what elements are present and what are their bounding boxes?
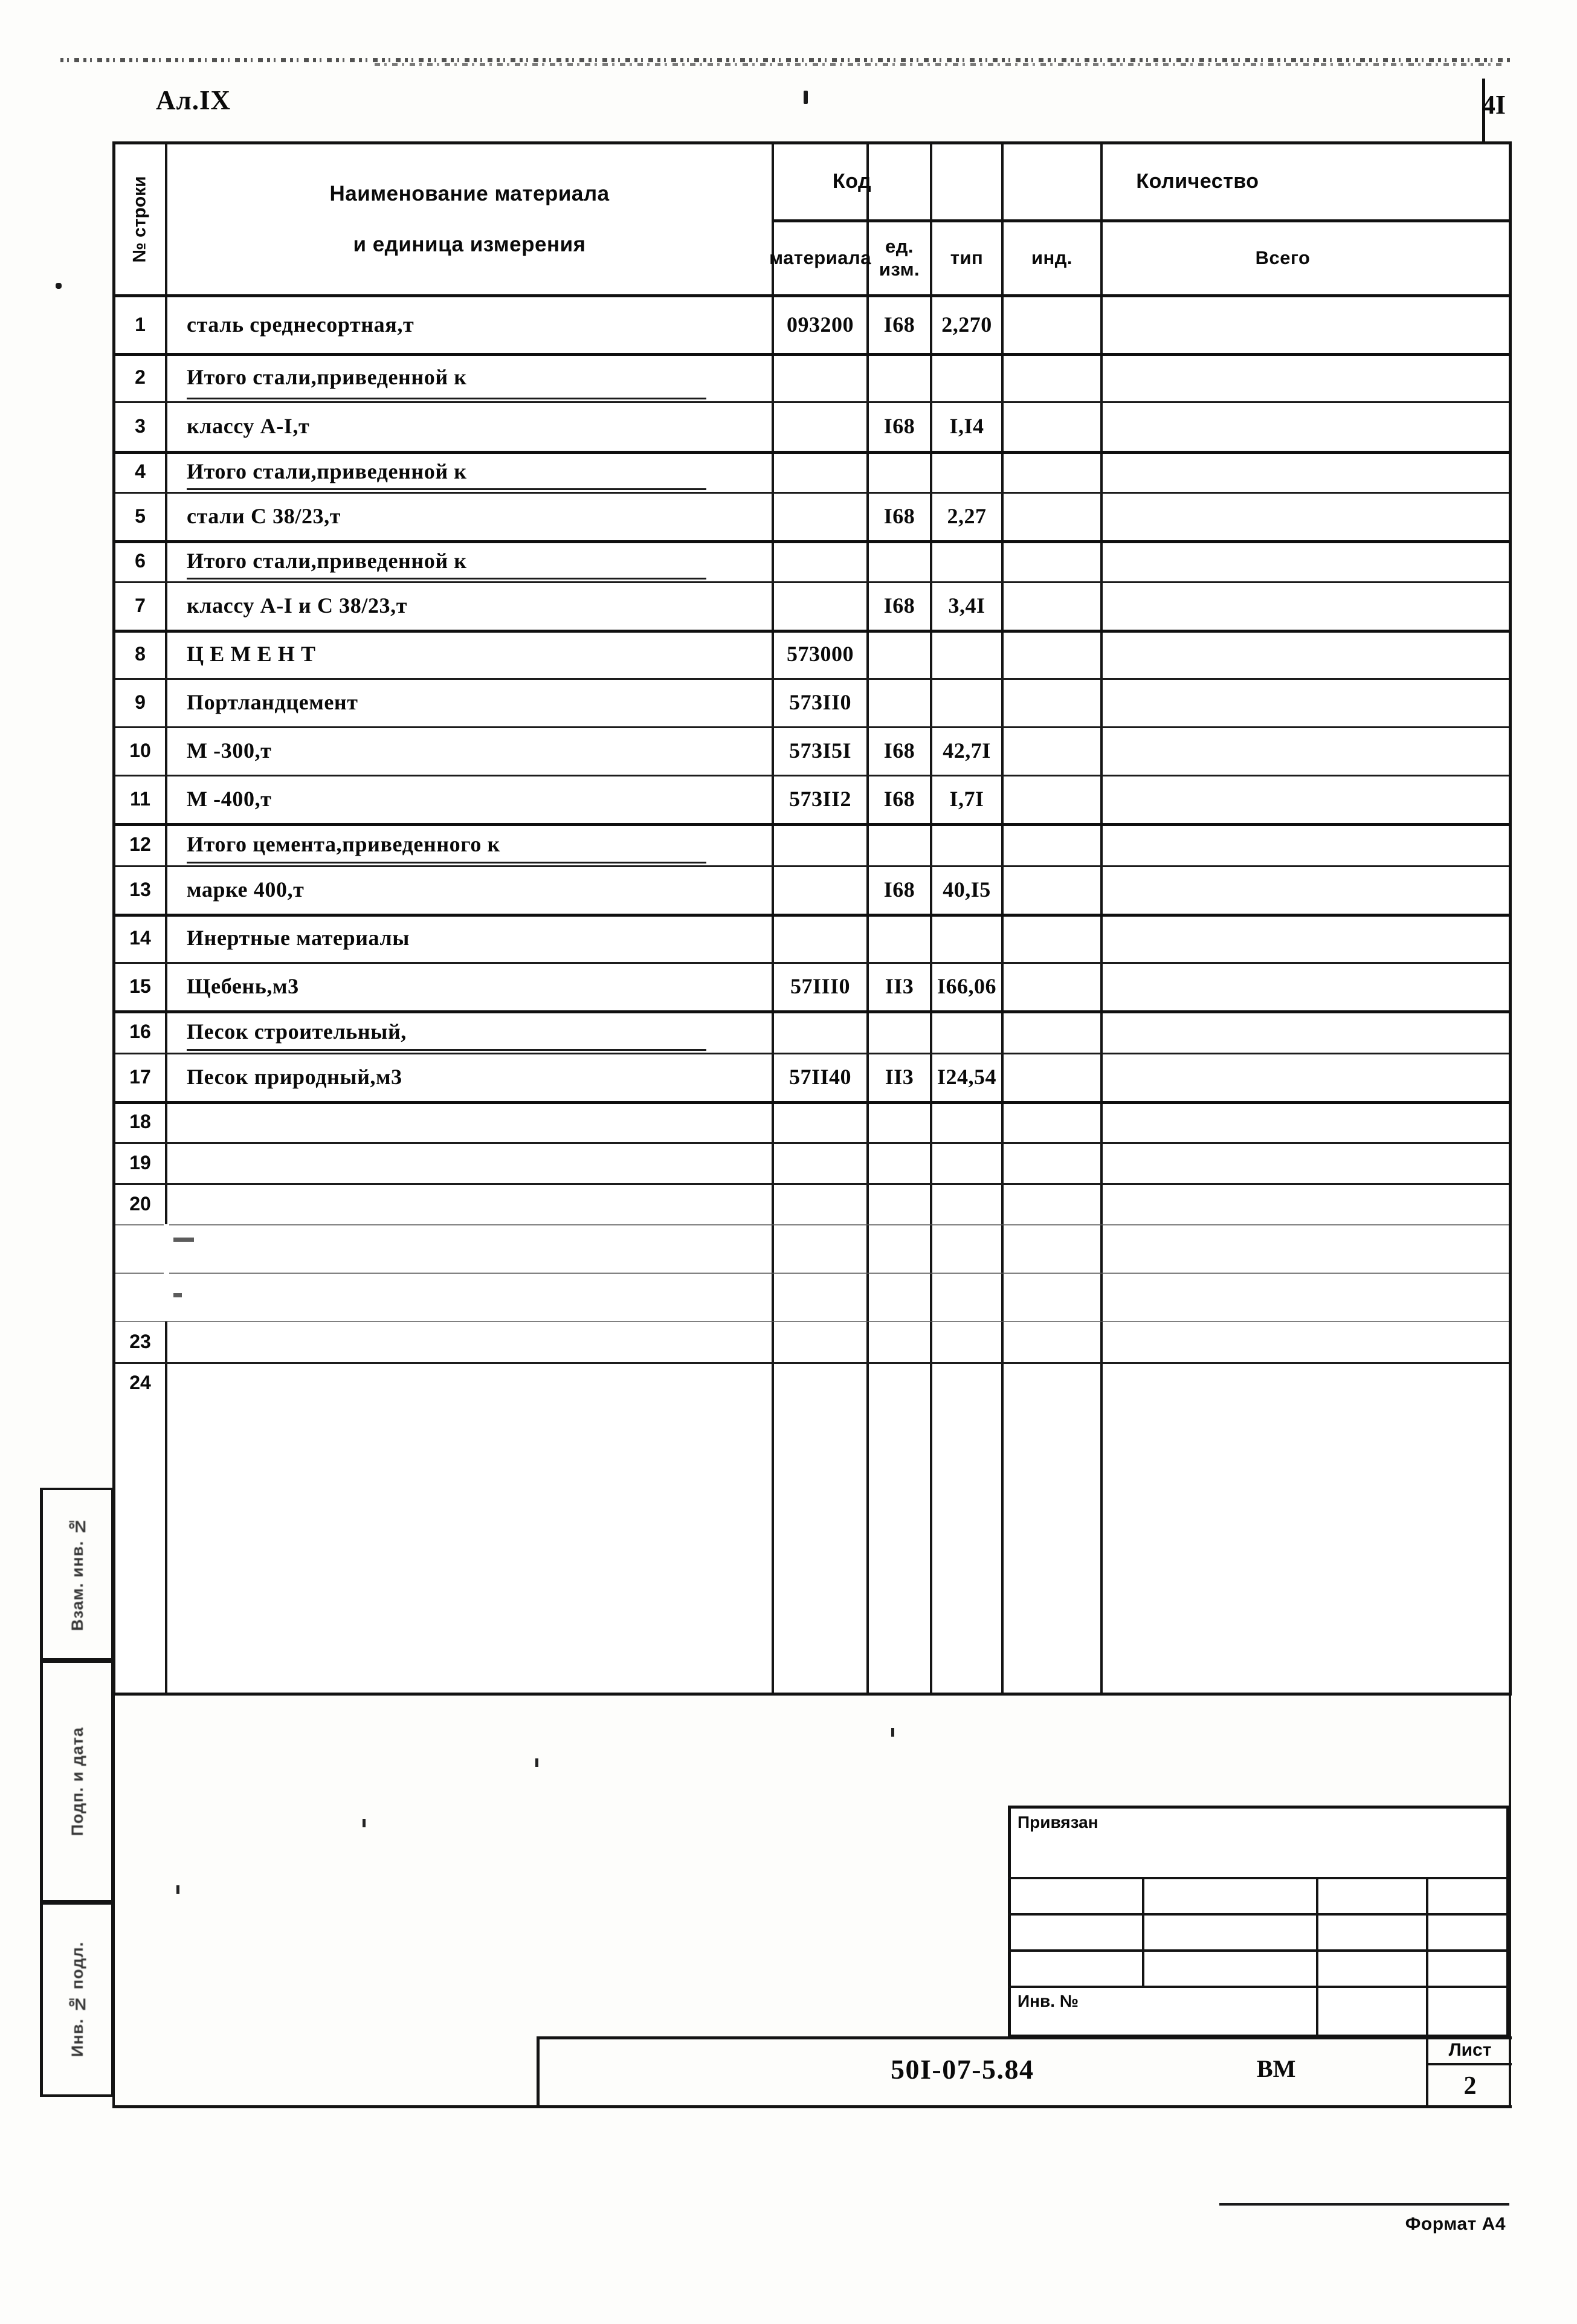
header-code-unit-line2: изм. [879,259,920,280]
header-qty-type [932,222,1001,294]
quantity-total-cell [1103,1010,1463,1053]
material-code-cell: 093200 [787,312,854,337]
quantity-total-cell [1103,823,1463,865]
material-code-cell [774,1101,866,1142]
quantity-ind-cell [1004,962,1100,1010]
quantity-type-cell: I24,54 [937,1065,996,1089]
quantity-ind-cell [1004,630,1100,678]
unit-code-cell [869,1273,930,1321]
sheet-word-label: Лист [1448,2040,1492,2060]
quantity-type-cell: 40,I5 [943,877,991,902]
quantity-type-cell: 2,270 [941,312,992,337]
quantity-type-cell: I,7I [949,787,984,811]
row-number-cell: 17 [129,1065,151,1088]
quantity-ind-cell [1004,678,1100,726]
quantity-type-cell [932,540,1001,581]
table-row [115,1101,1509,1142]
material-code-cell [774,1321,866,1362]
quantity-ind-cell [1004,914,1100,962]
header-row-number-label: № строки [130,176,150,263]
row-number-cell: 13 [129,878,151,900]
scan-dot [891,1728,894,1737]
quantity-type-cell [932,1142,1001,1183]
header-code-material-label: материала [769,247,871,269]
row-number-cell: 10 [129,739,151,761]
material-name-cell: Инертные материалы [187,926,410,950]
row-number-cell: 4 [135,460,146,482]
material-name-cell: сталь среднесортная,т [187,312,414,337]
drawing-frame-bottom-left [112,2105,539,2108]
row-number-cell: 12 [129,833,151,855]
quantity-type-cell: 42,7I [943,738,991,763]
material-name-cell: классу А-I,т [187,414,310,438]
material-name-cell: Итого стали,приведенной к [187,459,467,483]
row-number-cell: 6 [135,549,146,572]
unit-code-cell: I68 [883,877,915,902]
header-qty-type-label: тип [950,247,984,269]
unit-code-cell [869,1101,930,1142]
material-name-cell [165,1101,793,1142]
material-code-cell [774,823,866,865]
quantity-ind-cell [1004,296,1100,353]
table-row [115,451,1509,492]
material-code-cell: 573I5I [788,738,852,763]
gost-margin-strip [40,1488,112,2097]
material-name-cell [165,1273,793,1321]
table-row [115,353,1509,401]
material-name-cell: М -300,т [187,738,272,763]
quantity-total-cell [1103,1101,1463,1142]
material-code-cell [774,492,866,540]
header-qty-total [1103,222,1463,294]
material-code-cell: 57III0 [790,974,851,998]
format-label: Формат А4 [1405,2214,1506,2234]
quantity-total-cell [1103,492,1463,540]
sheet-number-value: 2 [1463,2072,1477,2100]
header-code-group-label: Код [832,170,872,193]
typed-underline [187,398,706,399]
scan-noise-band [60,58,1511,62]
quantity-ind-cell [1004,726,1100,775]
quantity-total-cell [1103,296,1463,353]
table-row [115,1224,1509,1273]
unit-code-cell [869,1142,930,1183]
material-code-cell: 573II0 [788,690,852,714]
linked-stamp-rule-3 [1008,1949,1509,1952]
material-code-cell [774,540,866,581]
scan-speck [56,283,62,289]
row-number-cell: 7 [135,594,146,616]
material-code-cell [774,401,866,451]
quantity-total-cell [1103,1183,1463,1224]
margin-block-podp-data-label: Подп. и дата [68,1726,86,1836]
material-code-cell [774,865,866,914]
material-code-cell: 57II40 [788,1065,852,1089]
header-name-line1: Наименование материала [329,181,610,205]
material-code-cell [774,581,866,630]
quantity-ind-cell [1004,1224,1100,1273]
row-number-cell: 11 [130,787,150,810]
quantity-total-cell [1103,630,1463,678]
material-name-cell [165,1142,793,1183]
table-row [115,865,1509,914]
unit-code-cell: I68 [883,593,915,618]
quantity-type-cell [932,1101,1001,1142]
header-material-name [167,144,772,294]
quantity-type-cell [932,1010,1001,1053]
unit-code-cell: II3 [885,1065,914,1089]
material-name-cell: Песок строительный, [187,1019,407,1044]
row-number-cell: 24 [129,1371,151,1393]
unit-code-cell: II3 [885,974,914,998]
quantity-type-cell: I,I4 [949,414,984,438]
faded-divider-gap [164,1224,169,1321]
table-row [115,581,1509,630]
scan-noise-band-secondary [375,63,1504,66]
format-rule [1219,2203,1509,2206]
unit-code-cell: I68 [883,787,915,811]
linked-stamp-col-2 [1316,1877,1318,2038]
quantity-ind-cell [1004,1053,1100,1101]
page-number: 4I [1482,90,1506,120]
material-code-cell [774,353,866,401]
header-code-group [774,144,930,219]
material-name-cell: М -400,т [187,787,272,811]
linked-stamp-col-3 [1426,1877,1428,2038]
quantity-type-cell [932,353,1001,401]
material-code-cell: 573000 [787,642,854,666]
row-number-cell [115,1273,165,1321]
quantity-ind-cell [1004,1010,1100,1053]
table-row [115,823,1509,865]
unit-code-cell [869,1321,930,1362]
material-name-cell: Портландцемент [187,690,358,714]
typed-underline [187,862,706,863]
faded-row-number-trace [173,1293,182,1297]
header-quantity-group-label: Количество [1136,170,1259,193]
margin-block-inv-podl-label: Инв. № подл. [68,1942,86,2058]
quantity-total-cell [1103,353,1463,401]
material-name-cell [165,1362,793,1403]
sheet-cell-left-border [1426,2036,1428,2108]
quantity-total-cell [1103,726,1463,775]
quantity-total-cell [1103,914,1463,962]
table-row [115,775,1509,823]
quantity-ind-cell [1004,1101,1100,1142]
table-row [115,401,1509,451]
material-name-cell: Ц Е М Е Н Т [187,642,316,666]
drawing-number: 50I-07-5.84 [891,2054,1034,2085]
row-number-cell: 14 [129,926,151,949]
header-quantity-group [932,144,1463,219]
table-row [115,1362,1509,1403]
quantity-ind-cell [1004,451,1100,492]
linked-stamp-rule-1 [1008,1877,1509,1879]
material-code-cell [774,451,866,492]
material-code-cell [774,1183,866,1224]
unit-code-cell [869,1010,930,1053]
table-row [115,296,1509,353]
quantity-total-cell [1103,1224,1463,1273]
drawing-frame-step [537,2036,540,2108]
header-name-line2: и единица измерения [353,233,586,256]
margin-block-inv-podl [40,1902,112,2097]
unit-code-cell: I68 [883,312,915,337]
material-name-cell [165,1183,793,1224]
quantity-ind-cell [1004,1273,1100,1321]
unit-code-cell [869,1362,930,1403]
material-name-cell [165,1321,793,1362]
row-number-cell: 2 [135,366,146,388]
row-number-cell: 5 [135,505,146,527]
linked-stamp-label: Привязан [1017,1813,1098,1832]
sheet-cell-divider [1426,2063,1512,2065]
linked-stamp-rule-4 [1008,1986,1509,1988]
material-name-cell: стали С 38/23,т [187,504,341,528]
header-qty-ind [1004,222,1100,294]
quantity-type-cell [932,630,1001,678]
material-code-cell: 573II2 [788,787,852,811]
linked-stamp-rule-2 [1008,1913,1509,1916]
margin-block-zam-inv-label: Взам. инв. № [68,1517,86,1632]
scan-speck [804,91,808,104]
drawing-frame-left [112,1696,115,2108]
unit-code-cell [869,451,930,492]
typed-underline [187,1049,706,1051]
unit-code-cell: I68 [883,414,915,438]
quantity-ind-cell [1004,823,1100,865]
material-code-cell [774,1362,866,1403]
row-number-cell: 23 [129,1330,151,1352]
stage-code: ВМ [1257,2055,1296,2082]
quantity-total-cell [1103,775,1463,823]
quantity-ind-cell [1004,1362,1100,1403]
table-row [115,1010,1509,1053]
material-code-cell [774,1224,866,1273]
row-number-cell: 1 [135,313,146,335]
quantity-total-cell [1103,962,1463,1010]
row-number-cell: 8 [135,642,146,665]
quantity-total-cell [1103,581,1463,630]
unit-code-cell: I68 [883,504,915,528]
unit-code-cell [869,678,930,726]
unit-code-cell [869,353,930,401]
quantity-type-cell [932,1273,1001,1321]
quantity-type-cell: I66,06 [937,974,996,998]
header-qty-ind-label: инд. [1031,247,1073,269]
quantity-type-cell [932,678,1001,726]
typed-underline [187,488,706,490]
quantity-type-cell [932,1224,1001,1273]
unit-code-cell [869,914,930,962]
table-row [115,1053,1509,1101]
material-name-cell: классу А-I и С 38/23,т [187,593,408,618]
unit-code-cell: I68 [883,738,915,763]
table-row [115,1183,1509,1224]
material-code-cell [774,1273,866,1321]
quantity-total-cell [1103,401,1463,451]
quantity-ind-cell [1004,581,1100,630]
quantity-ind-cell [1004,775,1100,823]
header-row-number [115,144,165,294]
table-row [115,962,1509,1010]
quantity-total-cell [1103,678,1463,726]
quantity-total-cell [1103,865,1463,914]
unit-code-cell [869,630,930,678]
quantity-ind-cell [1004,1183,1100,1224]
row-number-cell: 3 [135,415,146,437]
margin-block-podp-data [40,1661,112,1902]
table-row [115,914,1509,962]
material-name-cell: Щебень,м3 [187,974,299,998]
quantity-ind-cell [1004,865,1100,914]
quantity-total-cell [1103,1321,1463,1362]
quantity-ind-cell [1004,1142,1100,1183]
quantity-type-cell: 2,27 [947,504,987,528]
scan-dot [176,1885,179,1894]
scan-dot [363,1819,366,1827]
quantity-ind-cell [1004,401,1100,451]
quantity-total-cell [1103,1362,1463,1403]
material-name-cell [165,1224,793,1273]
material-code-cell [774,1010,866,1053]
drawing-frame-bottom-right [537,2105,1512,2108]
material-name-cell: Итого цемента,приведенного к [187,832,500,856]
linked-stamp-block [1008,1806,1509,2038]
row-number-cell: 15 [129,975,151,997]
table-row [115,540,1509,581]
header-qty-total-label: Всего [1255,247,1311,269]
table-row [115,1321,1509,1362]
quantity-total-cell [1103,1053,1463,1101]
table-row [115,1273,1509,1321]
unit-code-cell [869,540,930,581]
quantity-ind-cell [1004,540,1100,581]
unit-code-cell [869,1183,930,1224]
material-name-cell: марке 400,т [187,877,305,902]
table-row [115,678,1509,726]
row-number-cell: 16 [129,1020,151,1042]
material-code-cell [774,1142,866,1183]
faded-row-number-trace [173,1238,194,1242]
header-code-unit [869,222,930,294]
material-name-cell: Песок природный,м3 [187,1065,402,1089]
header-code-unit-line1: ед. [885,236,914,257]
row-number-cell: 19 [129,1151,151,1173]
quantity-ind-cell [1004,492,1100,540]
quantity-type-cell [932,823,1001,865]
row-number-cell [115,1224,165,1273]
quantity-type-cell [932,1321,1001,1362]
quantity-type-cell [932,451,1001,492]
quantity-ind-cell [1004,1321,1100,1362]
material-name-cell: Итого стали,приведенной к [187,549,467,573]
scan-dot [535,1758,538,1767]
linked-stamp-col-1 [1142,1877,1144,1986]
quantity-type-cell [932,1362,1001,1403]
unit-code-cell [869,823,930,865]
table-row [115,630,1509,678]
row-number-cell: 20 [129,1192,151,1215]
materials-table [112,141,1512,1696]
sheet-label: Ал.IХ [156,85,231,115]
quantity-type-cell: 3,4I [948,593,985,618]
quantity-total-cell [1103,540,1463,581]
header-code-material [769,222,871,294]
material-code-cell [774,914,866,962]
inventory-number-label: Инв. № [1017,1992,1079,2010]
quantity-type-cell [932,914,1001,962]
row-number-cell: 18 [129,1110,151,1132]
typed-underline [187,578,706,579]
table-row [115,726,1509,775]
quantity-total-cell [1103,451,1463,492]
quantity-total-cell [1103,1273,1463,1321]
quantity-ind-cell [1004,353,1100,401]
material-name-cell: Итого стали,приведенной к [187,365,467,389]
quantity-total-cell [1103,1142,1463,1183]
row-number-cell: 9 [135,691,146,713]
margin-block-zam-inv [40,1488,112,1661]
table-row [115,1142,1509,1183]
table-row [115,492,1509,540]
unit-code-cell [869,1224,930,1273]
quantity-type-cell [932,1183,1001,1224]
